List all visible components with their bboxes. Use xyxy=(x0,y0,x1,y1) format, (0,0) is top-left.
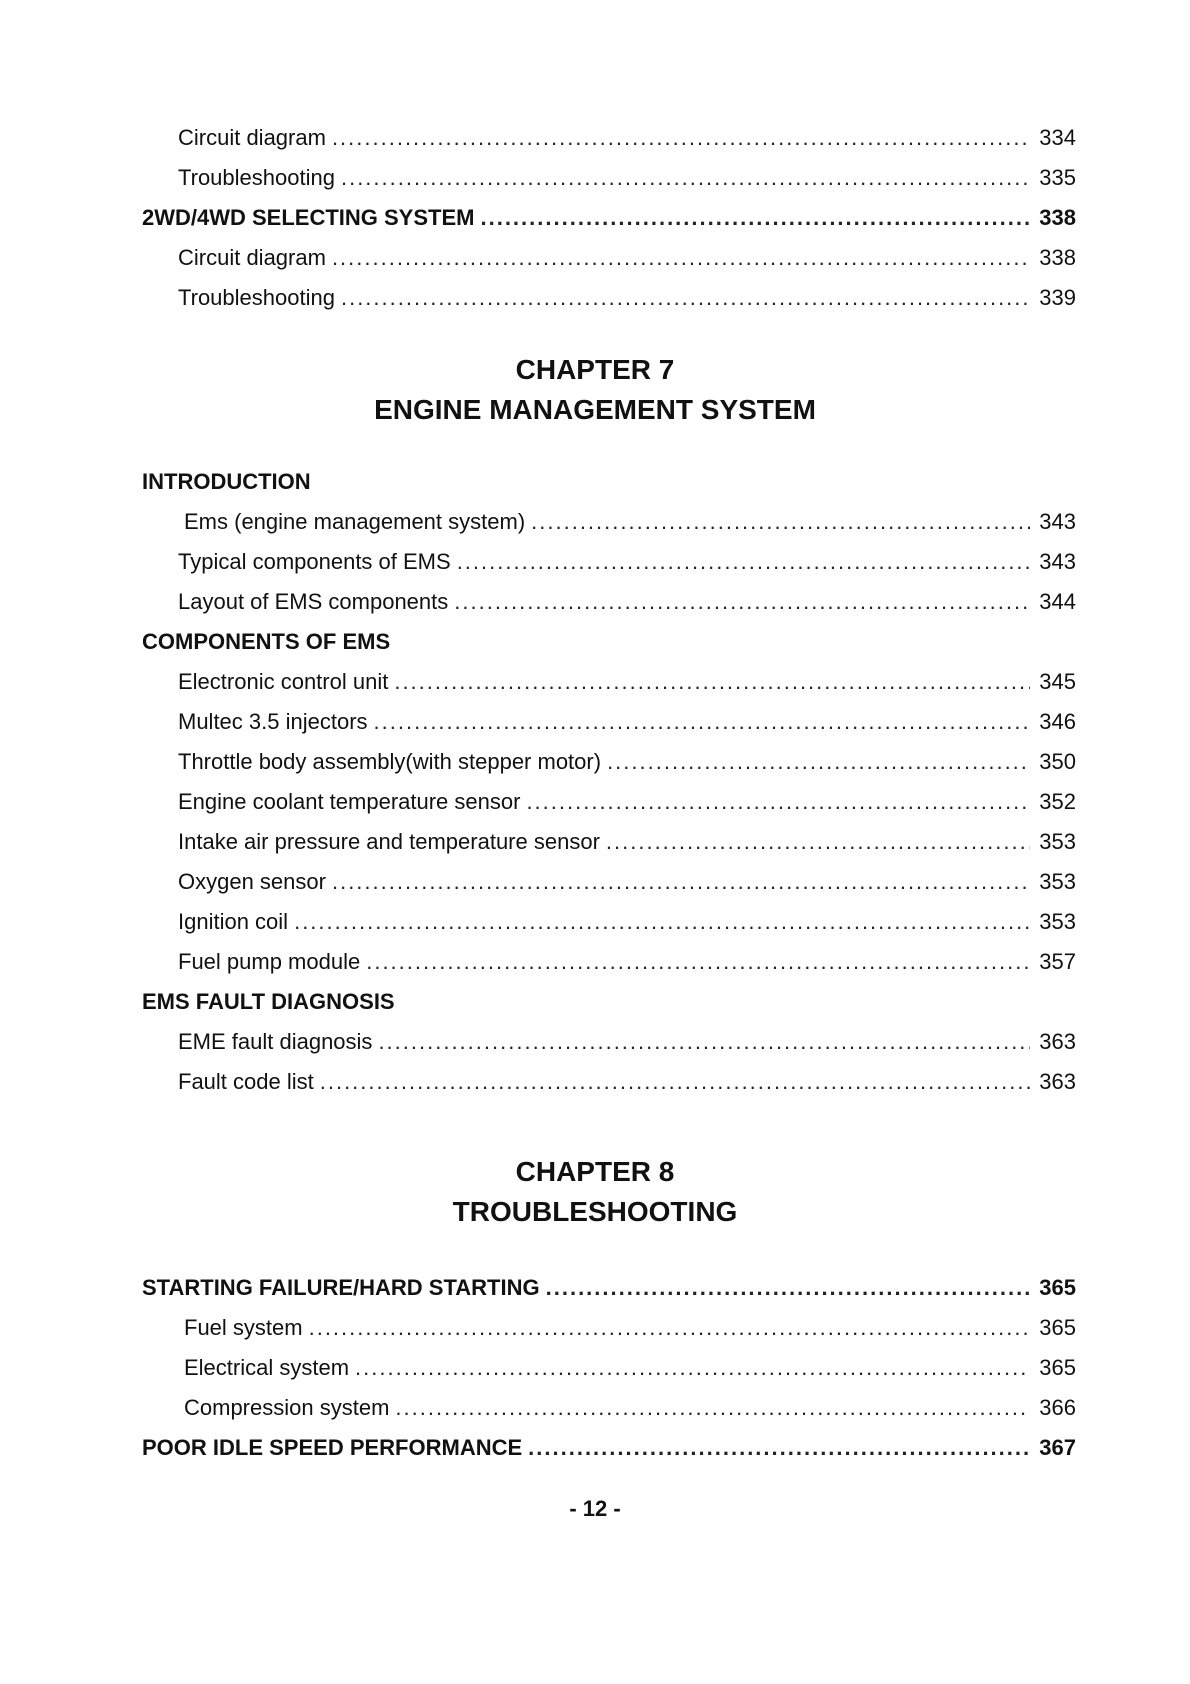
toc-dot-leader xyxy=(332,862,1030,902)
toc-dot-leader xyxy=(606,822,1030,862)
toc-entry-label: Layout of EMS components xyxy=(178,589,449,614)
toc-dot-leader xyxy=(332,118,1030,158)
toc-dot-leader xyxy=(480,198,1030,238)
toc-page-number: 350 xyxy=(1039,749,1076,774)
toc-entry-label: Oxygen sensor xyxy=(178,869,326,894)
toc-entry[interactable] xyxy=(142,542,1076,582)
toc-entry-label: Fuel pump module xyxy=(178,949,361,974)
toc-entry[interactable] xyxy=(142,1308,1076,1348)
toc-entry[interactable] xyxy=(142,1022,1076,1062)
toc-dot-leader xyxy=(294,902,1030,942)
toc-entry[interactable] xyxy=(142,942,1076,982)
toc-entry[interactable] xyxy=(142,198,1076,238)
chapter-7-title: ENGINE MANAGEMENT SYSTEM xyxy=(374,394,816,425)
toc-dot-leader xyxy=(528,1428,1030,1468)
toc-entry-label: STARTING FAILURE/HARD STARTING xyxy=(142,1275,540,1300)
toc-entry-label: Fuel system xyxy=(184,1315,303,1340)
toc-page-number: 346 xyxy=(1039,709,1076,734)
toc-entry-label: Electronic control unit xyxy=(178,669,389,694)
toc-page-number: 343 xyxy=(1039,549,1076,574)
toc-page-number: 344 xyxy=(1039,589,1076,614)
toc-entry-label: Multec 3.5 injectors xyxy=(178,709,368,734)
toc-entry-label: Ignition coil xyxy=(178,909,289,934)
toc-page-number: 365 xyxy=(1039,1315,1076,1340)
toc-entry-label: Circuit diagram xyxy=(178,125,326,150)
toc-dot-leader xyxy=(607,742,1030,782)
toc-entry[interactable] xyxy=(142,662,1076,702)
toc-entry-label: Fault code list xyxy=(178,1069,314,1094)
toc-page-number: 365 xyxy=(1039,1275,1076,1300)
toc-dot-leader xyxy=(394,662,1030,702)
chapter-8-number: CHAPTER 8 xyxy=(515,1156,675,1187)
toc-entry-label: Compression system xyxy=(184,1395,390,1420)
toc-block-chapter-7 xyxy=(142,462,1076,1102)
toc-entry-label: Engine coolant temperature sensor xyxy=(178,789,521,814)
toc-dot-leader xyxy=(526,782,1030,822)
toc-page-number: 352 xyxy=(1039,789,1076,814)
toc-dot-leader xyxy=(341,278,1030,318)
toc-entry[interactable] xyxy=(142,1388,1076,1428)
chapter-7-number: CHAPTER 7 xyxy=(515,354,675,385)
toc-entry[interactable] xyxy=(142,742,1076,782)
toc-entry-label: POOR IDLE SPEED PERFORMANCE xyxy=(142,1435,523,1460)
toc-section-heading xyxy=(142,622,1076,662)
toc-dot-leader xyxy=(366,942,1030,982)
chapter-7-heading xyxy=(0,350,1190,430)
toc-page-number: 343 xyxy=(1039,509,1076,534)
toc-entry[interactable] xyxy=(142,1348,1076,1388)
toc-dot-leader xyxy=(355,1348,1030,1388)
toc-dot-leader xyxy=(374,702,1030,742)
toc-dot-leader xyxy=(320,1062,1030,1102)
toc-entry[interactable] xyxy=(142,1062,1076,1102)
toc-entry[interactable] xyxy=(142,118,1076,158)
toc-dot-leader xyxy=(546,1268,1030,1308)
toc-dot-leader xyxy=(395,1388,1030,1428)
toc-entry-label: Circuit diagram xyxy=(178,245,326,270)
toc-dot-leader xyxy=(341,158,1030,198)
toc-entry[interactable] xyxy=(142,278,1076,318)
toc-entry[interactable] xyxy=(142,862,1076,902)
toc-entry[interactable] xyxy=(142,822,1076,862)
toc-entry[interactable] xyxy=(142,582,1076,622)
toc-entry[interactable] xyxy=(142,782,1076,822)
toc-dot-leader xyxy=(332,238,1030,278)
page-number: - 12 - xyxy=(569,1496,621,1521)
toc-entry[interactable] xyxy=(142,1428,1076,1468)
toc-entry[interactable] xyxy=(142,902,1076,942)
toc-entry-label: Electrical system xyxy=(184,1355,350,1380)
toc-entry[interactable] xyxy=(142,158,1076,198)
toc-entry-label: Troubleshooting xyxy=(178,285,335,310)
toc-page-number: 335 xyxy=(1039,165,1076,190)
toc-page-number: 363 xyxy=(1039,1029,1076,1054)
toc-entry-label: EME fault diagnosis xyxy=(178,1029,373,1054)
toc-dot-leader xyxy=(309,1308,1030,1348)
toc-page-number: 363 xyxy=(1039,1069,1076,1094)
toc-section-heading xyxy=(142,462,1076,502)
toc-entry[interactable] xyxy=(142,1268,1076,1308)
toc-dot-leader xyxy=(454,582,1030,622)
toc-entry-label: Typical components of EMS xyxy=(178,549,451,574)
toc-entry-label: Intake air pressure and temperature sensor xyxy=(178,829,600,854)
toc-dot-leader xyxy=(531,502,1030,542)
toc-entry[interactable] xyxy=(142,702,1076,742)
toc-page-number: 353 xyxy=(1039,869,1076,894)
toc-entry-label: Ems (engine management system) xyxy=(184,509,526,534)
toc-page-number: 353 xyxy=(1039,829,1076,854)
toc-page-number: 357 xyxy=(1039,949,1076,974)
toc-section-heading xyxy=(142,982,1076,1022)
toc-page-number: 338 xyxy=(1039,205,1076,230)
toc-entry-label: 2WD/4WD SELECTING SYSTEM xyxy=(142,205,475,230)
toc-entry[interactable] xyxy=(142,238,1076,278)
toc-page-number: 365 xyxy=(1039,1355,1076,1380)
toc-entry-label: INTRODUCTION xyxy=(142,469,311,494)
toc-entry[interactable] xyxy=(142,502,1076,542)
toc-entry-label: Throttle body assembly(with stepper motor) xyxy=(178,749,602,774)
toc-page-number: 339 xyxy=(1039,285,1076,310)
toc-page-number: 353 xyxy=(1039,909,1076,934)
toc-block-top xyxy=(142,118,1076,318)
toc-entry-label: EMS FAULT DIAGNOSIS xyxy=(142,989,395,1014)
toc-page-number: 367 xyxy=(1039,1435,1076,1460)
toc-page-number: 338 xyxy=(1039,245,1076,270)
toc-page-number: 345 xyxy=(1039,669,1076,694)
toc-dot-leader xyxy=(378,1022,1030,1062)
chapter-8-heading xyxy=(0,1152,1190,1232)
toc-block-chapter-8 xyxy=(142,1268,1076,1468)
toc-page-number: 366 xyxy=(1039,1395,1076,1420)
toc-dot-leader xyxy=(457,542,1030,582)
toc-entry-label: COMPONENTS OF EMS xyxy=(142,629,391,654)
toc-entry-label: Troubleshooting xyxy=(178,165,335,190)
chapter-8-title: TROUBLESHOOTING xyxy=(452,1196,738,1227)
toc-page-number: 334 xyxy=(1039,125,1076,150)
